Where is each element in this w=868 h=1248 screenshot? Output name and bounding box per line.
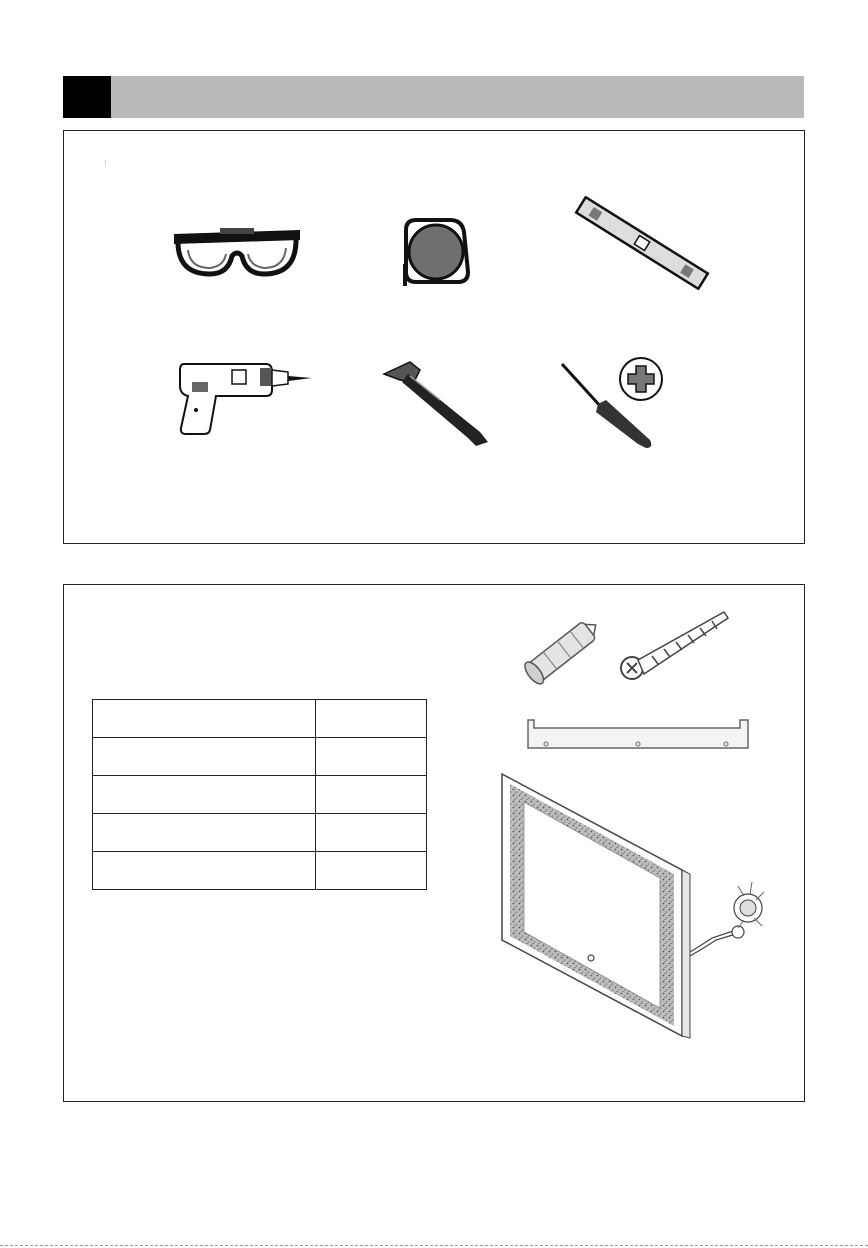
part-name-cell	[93, 700, 316, 738]
wall-anchor-icon	[516, 610, 608, 690]
quantity-cell	[316, 700, 427, 738]
safety-glasses-icon	[170, 220, 305, 282]
tools-needed-panel	[63, 130, 805, 544]
table-row	[93, 738, 427, 776]
quantity-cell	[316, 776, 427, 814]
table-row	[93, 852, 427, 890]
screwdriver-icon	[558, 356, 664, 450]
section-header-bar	[63, 76, 804, 118]
hammer-icon	[380, 360, 492, 448]
quantity-cell	[316, 738, 427, 776]
drill-icon	[176, 360, 316, 438]
quantity-cell	[316, 814, 427, 852]
part-name-cell	[93, 738, 316, 776]
part-name-cell	[93, 776, 316, 814]
table-row	[93, 700, 427, 738]
table-row	[93, 776, 427, 814]
note-mark: !	[104, 159, 107, 170]
parts-table	[92, 699, 427, 890]
screw-icon	[616, 604, 740, 686]
part-name-cell	[93, 814, 316, 852]
section-number-block	[63, 76, 111, 118]
level-icon	[574, 196, 710, 290]
tape-measure-icon	[400, 214, 472, 288]
page-bottom-edge	[0, 1245, 868, 1246]
part-name-cell	[93, 852, 316, 890]
table-row	[93, 814, 427, 852]
quantity-cell	[316, 852, 427, 890]
led-mirror-icon	[500, 770, 780, 1040]
mounting-bracket-icon	[526, 718, 750, 750]
